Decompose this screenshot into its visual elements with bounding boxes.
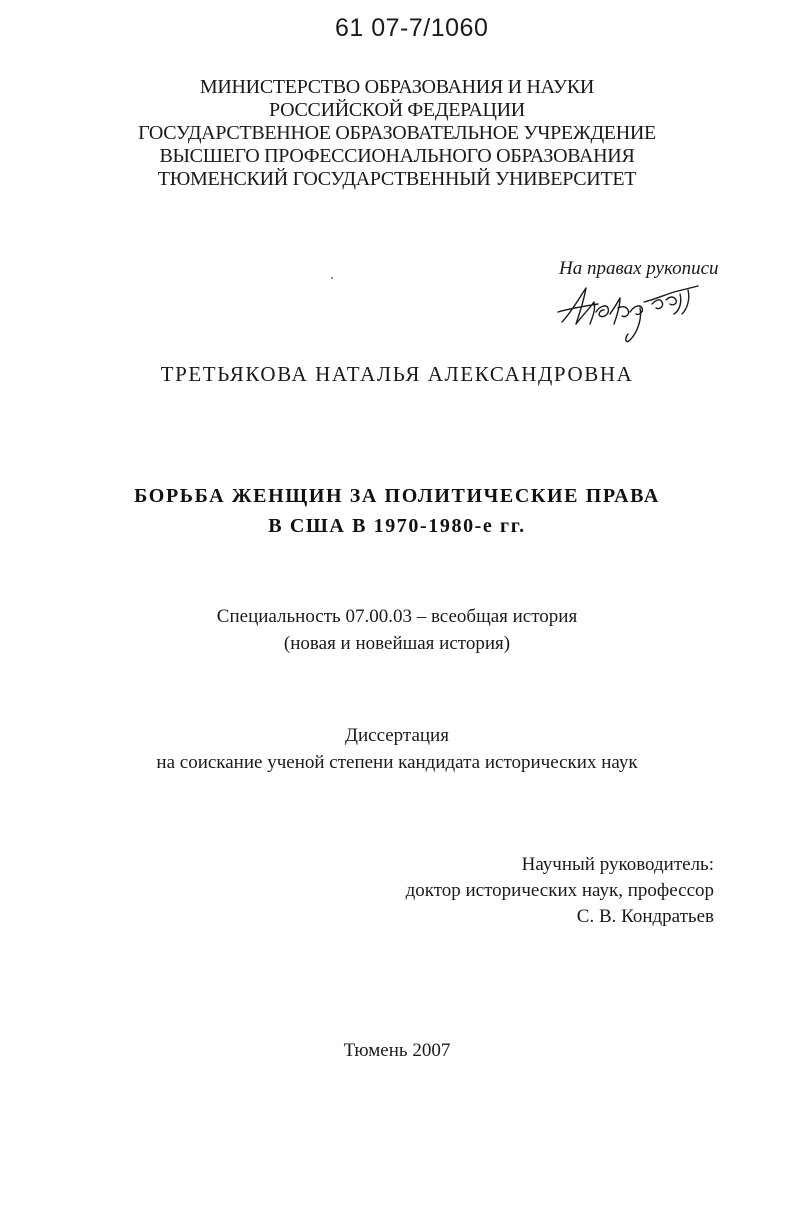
thesis-line: на соискание ученой степени кандидата исторических наук [156, 752, 638, 773]
author-name: ТРЕТЬЯКОВА НАТАЛЬЯ АЛЕКСАНДРОВНА [160, 362, 634, 386]
scan-speck [331, 277, 333, 279]
supervisor-degree: доктор исторических наук, профессор [405, 880, 714, 901]
supervisor-block [406, 852, 714, 930]
ministry-line: ТЮМЕНСКИЙ ГОСУДАРСТВЕННЫЙ УНИВЕРСИТЕТ [157, 168, 637, 190]
ministry-line: ВЫСШЕГО ПРОФЕССИОНАЛЬНОГО ОБРАЗОВАНИЯ [159, 145, 635, 167]
specialty [0, 603, 794, 657]
ministry-line: РОССИЙСКОЙ ФЕДЕРАЦИИ [269, 99, 525, 121]
dissertation-title [0, 481, 794, 541]
thesis-type [0, 722, 794, 776]
specialty-line: Специальность 07.00.03 – всеобщая история [216, 606, 578, 627]
title-line: В США В 1970-1980-е гг. [268, 515, 526, 537]
rights-note: На правах рукописи [559, 258, 719, 279]
ministry-line: МИНИСТЕРСТВО ОБРАЗОВАНИЯ И НАУКИ [199, 76, 595, 98]
ministry-line: ГОСУДАРСТВЕННОЕ ОБРАЗОВАТЕЛЬНОЕ УЧРЕЖДЕНИЕ [138, 122, 656, 144]
place-year: Тюмень 2007 [343, 1040, 451, 1061]
catalog-number: 61 07-7/1060 [335, 14, 489, 42]
supervisor-heading: Научный руководитель: [521, 854, 714, 875]
specialty-line: (новая и новейшая история) [283, 633, 511, 654]
thesis-line: Диссертация [345, 725, 449, 746]
ministry-header [0, 76, 794, 191]
handwritten-signature [556, 278, 706, 348]
supervisor-name: С. В. Кондратьев [576, 906, 714, 927]
title-line: БОРЬБА ЖЕНЩИН ЗА ПОЛИТИЧЕСКИЕ ПРАВА [134, 485, 660, 507]
